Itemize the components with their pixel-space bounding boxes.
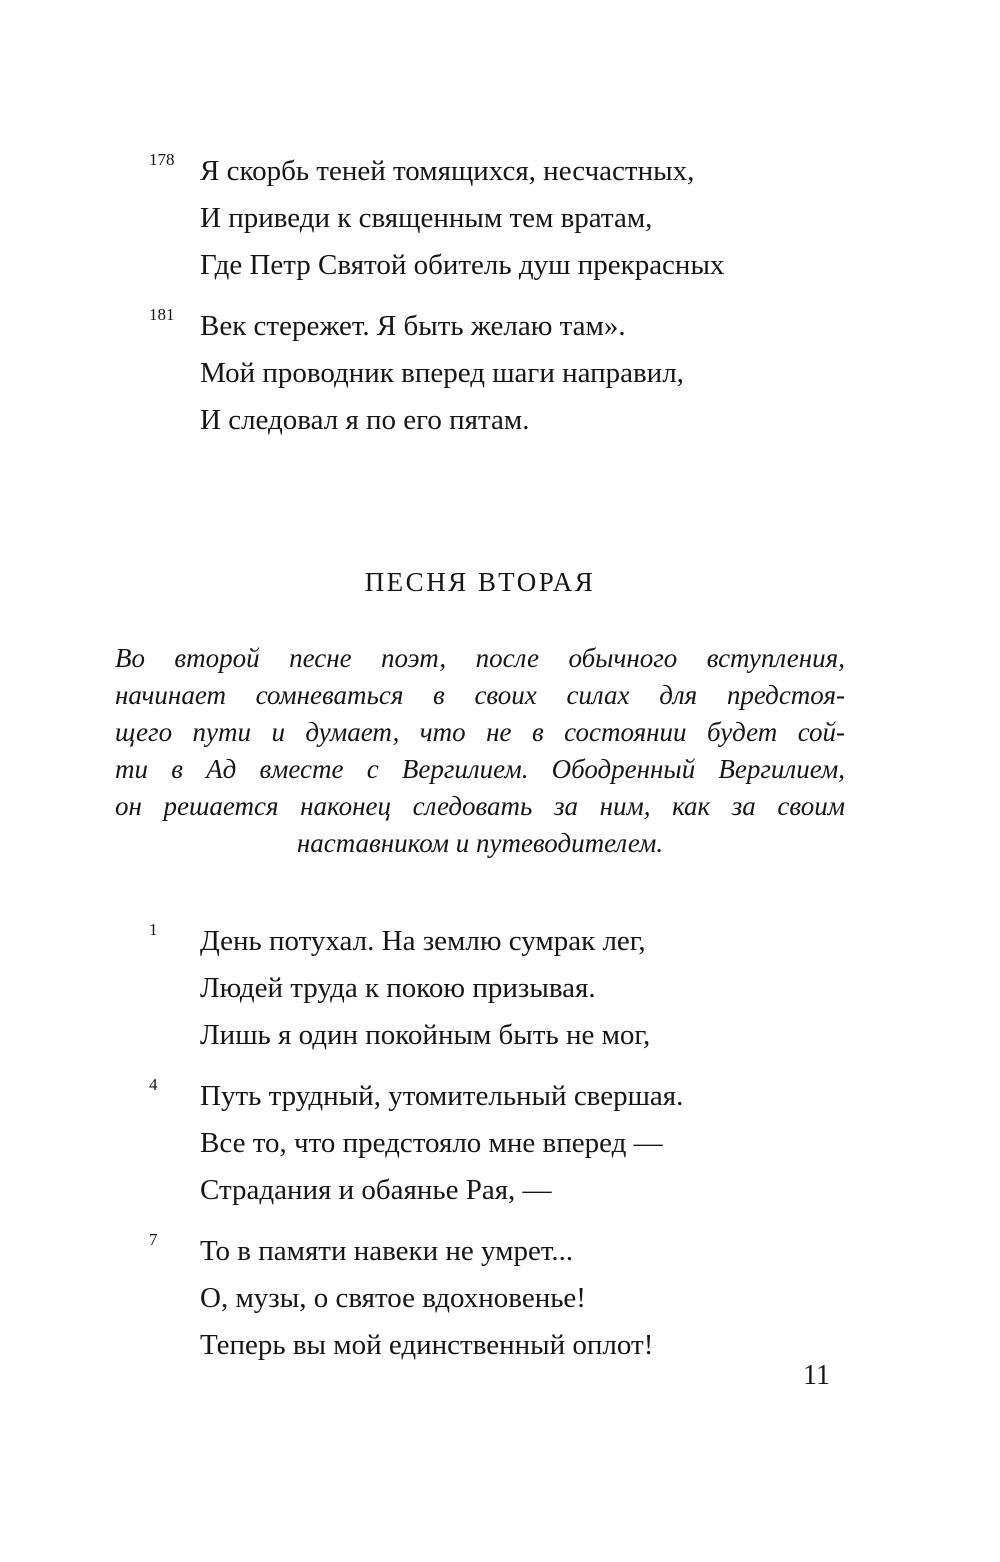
verse-number: 1: [149, 920, 158, 940]
stanza-178: [115, 148, 845, 289]
canto-two-opening: [115, 918, 845, 1369]
stanza-7: [115, 1228, 845, 1369]
verse-line: Теперь вы мой единственный оплот!: [200, 1329, 654, 1362]
stanza-181: [115, 303, 845, 444]
verse-line: То в памяти навеки не умрет...: [200, 1235, 574, 1268]
verse-line: Путь трудный, утомительный свершая.: [200, 1080, 684, 1113]
verse-line: И следовал я по его пятам.: [200, 404, 530, 436]
verse-number: 178: [149, 150, 175, 169]
verse-line: Страдания и обаянье Рая, —: [200, 1174, 552, 1207]
verse-line: Где Петр Святой обитель душ прекрасных: [200, 249, 725, 281]
verse-number: 4: [149, 1075, 158, 1095]
summary-line: наставником и путеводителем.: [296, 828, 664, 859]
verse-line: Мой проводник вперед шаги направил,: [200, 357, 684, 389]
verse-number: 181: [149, 305, 175, 324]
verse-line: Людей труда к покою призывая.: [200, 972, 596, 1005]
page-number: 11: [803, 1360, 830, 1391]
summary-line: щего пути и думает, что не в состоянии будет сой-: [115, 717, 845, 748]
verse-line: Лишь я один покойным быть не мог,: [200, 1019, 651, 1052]
canto-summary: [115, 640, 845, 862]
verse-line: И приведи к священным тем вратам,: [200, 202, 653, 234]
summary-line: Во второй песне поэт, после обычного вступления,: [115, 643, 845, 674]
verse-line: Все то, что предстояло мне вперед —: [200, 1127, 663, 1160]
verse-line: Век стережет. Я быть желаю там».: [200, 310, 626, 342]
summary-line: ти в Ад вместе с Вергилием. Ободренный Вергилием,: [115, 754, 845, 785]
canto-one-ending: [115, 148, 845, 444]
verse-number: 7: [149, 1230, 158, 1250]
stanza-4: [115, 1073, 845, 1214]
verse-line: О, музы, о святое вдохновенье!: [200, 1282, 586, 1315]
canto-heading: ПЕСНЯ ВТОРАЯ: [364, 567, 596, 597]
summary-line: начинает сомневаться в своих силах для предстоя-: [115, 680, 845, 711]
summary-line: он решается наконец следовать за ним, как за своим: [115, 791, 845, 822]
verse-line: День потухал. На землю сумрак лег,: [200, 925, 646, 958]
verse-line: Я скорбь теней томящихся, несчастных,: [200, 155, 695, 187]
stanza-1: [115, 918, 845, 1059]
